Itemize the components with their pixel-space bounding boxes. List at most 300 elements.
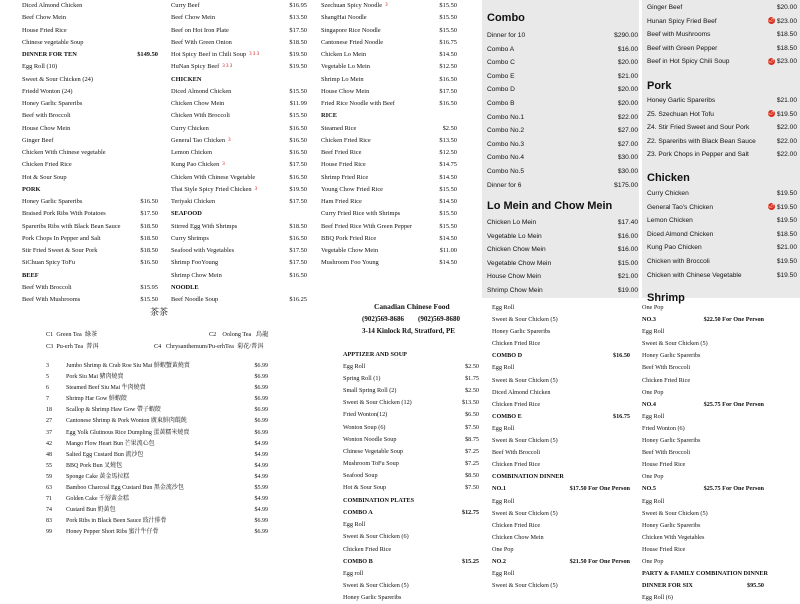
menu-item bbox=[343, 580, 479, 592]
item-name: Diced Almond Chicken bbox=[492, 388, 551, 396]
item-price: $16.75 bbox=[612, 412, 630, 420]
combo-menu-panel bbox=[482, 0, 639, 298]
menu-item bbox=[321, 123, 457, 135]
menu-heading bbox=[642, 483, 764, 495]
item-price: $16.00 bbox=[617, 232, 638, 240]
menu-item bbox=[171, 86, 307, 98]
menu-item bbox=[22, 25, 158, 37]
item-name: Sweet & Sour Chicken (24) bbox=[22, 75, 93, 83]
item-price: $8.75 bbox=[465, 435, 479, 443]
item-price: $22.50 For One Person bbox=[703, 316, 764, 324]
dimsum-item bbox=[46, 494, 268, 505]
item-price-wrap bbox=[777, 42, 797, 56]
item-price: $18.50 bbox=[140, 222, 158, 230]
item-price: $16.50 bbox=[289, 173, 307, 181]
dimsum-price: $6.99 bbox=[254, 518, 268, 525]
item-name: BEEF bbox=[22, 271, 39, 279]
item-name: Egg Roll bbox=[642, 412, 665, 420]
item-price-wrap bbox=[618, 216, 638, 230]
item-name: Beef Chow Mein bbox=[171, 14, 216, 22]
tea-code: C2 bbox=[209, 331, 217, 338]
item-price: $19.50 bbox=[289, 63, 307, 71]
item-price: $15.50 bbox=[439, 222, 457, 230]
item-name: Combo A bbox=[487, 45, 515, 53]
item-name: House Fried Rice bbox=[321, 161, 366, 169]
item-name: One Pop bbox=[642, 557, 664, 565]
item-price: $12.75 bbox=[461, 509, 479, 517]
menu-item bbox=[171, 25, 307, 37]
tea-item-c3 bbox=[46, 341, 99, 350]
item-price-wrap bbox=[768, 201, 797, 215]
item-name: Honey Garlic Spareribs bbox=[642, 437, 701, 445]
item-name: Spring Roll (1) bbox=[343, 375, 381, 383]
dimsum-price: $4.99 bbox=[254, 496, 268, 503]
item-name: Vegetable Chow Mein bbox=[487, 259, 552, 267]
menu-item bbox=[22, 74, 158, 86]
item-name: Chicken Fried Rice bbox=[321, 136, 371, 144]
item-name: Diced Almond Chicken bbox=[171, 87, 232, 95]
menu-item bbox=[492, 362, 630, 374]
item-price: $14.50 bbox=[439, 259, 457, 267]
item-name: Egg Roll bbox=[642, 497, 665, 505]
item-name: Shrimp Fried Rice bbox=[321, 173, 369, 181]
dimsum-name: Pork Siu Mai 豬肉燒賣 bbox=[66, 374, 124, 381]
item-name: One Pop bbox=[642, 304, 664, 311]
item-name: Sweet & Sour Chicken (5) bbox=[642, 340, 708, 348]
spicy-marker-icon: 3 bbox=[385, 3, 388, 8]
menu-heading bbox=[492, 471, 630, 483]
item-name: COMBO A bbox=[343, 509, 373, 517]
item-price: $16.50 bbox=[140, 259, 158, 267]
menu-item bbox=[321, 135, 457, 147]
dimsum-item bbox=[46, 383, 268, 394]
tea-item-c2 bbox=[209, 329, 268, 338]
dimsum-price: $6.99 bbox=[254, 396, 268, 403]
item-price: $17.40 bbox=[617, 219, 638, 226]
item-name: One Pop bbox=[642, 473, 664, 481]
item-name: Chicken Fried Rice bbox=[492, 461, 541, 469]
item-price-wrap bbox=[777, 187, 797, 201]
menu-heading bbox=[642, 580, 764, 592]
menu-heading bbox=[22, 49, 158, 61]
menu-item bbox=[22, 245, 158, 257]
item-name: Vegetable Lo Mein bbox=[487, 232, 542, 240]
menu-item bbox=[487, 151, 638, 165]
item-name: COMBO B bbox=[343, 557, 373, 565]
item-name: House Fried Rice bbox=[22, 26, 67, 34]
dimsum-price: $4.99 bbox=[254, 440, 268, 447]
menu-item bbox=[642, 338, 764, 350]
item-name: Hot & Sour Soup bbox=[22, 173, 67, 181]
item-price: $95.50 bbox=[746, 582, 764, 590]
item-price: $15.50 bbox=[439, 185, 457, 193]
item-price: $8.50 bbox=[465, 471, 479, 479]
item-price-wrap bbox=[618, 124, 638, 138]
menu-item bbox=[22, 12, 158, 24]
item-name: NOODLE bbox=[171, 283, 199, 291]
menu-item bbox=[22, 221, 158, 233]
item-name: Chicken Fried Rice bbox=[492, 340, 541, 348]
lomein-list bbox=[487, 216, 638, 298]
menu-item bbox=[487, 138, 638, 152]
item-name: Chicken Chow Mein bbox=[492, 533, 544, 541]
tea-cn: 烏龍 bbox=[255, 331, 269, 338]
item-name: DINNER FOR TEN bbox=[22, 51, 77, 58]
beef-list bbox=[647, 1, 797, 69]
menu-heading bbox=[171, 282, 307, 294]
item-price: $17.50 bbox=[289, 161, 307, 169]
menu-item bbox=[642, 496, 764, 508]
item-name: Sweet & Sour Chicken (6) bbox=[343, 533, 409, 541]
item-price: $2.50 bbox=[465, 363, 479, 371]
item-price-wrap bbox=[777, 255, 797, 269]
menu-item bbox=[343, 531, 479, 543]
menu-item bbox=[343, 568, 479, 580]
item-price: $16.50 bbox=[612, 352, 630, 360]
dimsum-item bbox=[46, 505, 268, 516]
menu-heading bbox=[171, 208, 307, 220]
item-name: Curry Chicken bbox=[647, 190, 689, 197]
item-name: NO.5 bbox=[642, 485, 656, 493]
item-name: Thai Style Spicy Fried Chicken bbox=[171, 185, 252, 193]
menu-item bbox=[343, 482, 479, 494]
tea-name: Pu-erh Tea bbox=[56, 343, 84, 350]
item-name: Combo C bbox=[487, 59, 515, 67]
item-price: $7.50 bbox=[465, 423, 479, 431]
menu-heading bbox=[642, 314, 764, 326]
combo-list bbox=[487, 29, 638, 192]
item-price: $6.50 bbox=[465, 411, 479, 419]
dimsum-num: 3 bbox=[46, 363, 49, 369]
item-price: $15.50 bbox=[289, 87, 307, 95]
menu-heading bbox=[171, 74, 307, 86]
item-name: Combo D bbox=[487, 86, 515, 94]
menu-item bbox=[321, 257, 457, 269]
pork-list bbox=[647, 94, 797, 162]
dimsum-num: 59 bbox=[46, 473, 52, 480]
tea-cn: 普洱 bbox=[86, 343, 99, 350]
tea-code: C3 bbox=[46, 343, 54, 350]
menu-item bbox=[647, 269, 797, 283]
item-name: Beef With Mushrooms bbox=[22, 296, 81, 303]
menu-item bbox=[642, 520, 764, 532]
item-name: Chicken Fried Rice bbox=[492, 400, 541, 408]
chicken-list bbox=[647, 187, 797, 282]
item-name: Sweet & Sour Chicken (5) bbox=[492, 376, 558, 384]
menu-item bbox=[492, 399, 630, 411]
menu-item bbox=[487, 70, 638, 84]
item-price: $15.50 bbox=[439, 2, 457, 9]
menu-item bbox=[171, 110, 307, 122]
item-price: $22.00 bbox=[776, 151, 797, 159]
item-price: $16.50 bbox=[289, 124, 307, 132]
menu-item bbox=[647, 241, 797, 255]
menu-item bbox=[492, 423, 630, 435]
menu-item bbox=[343, 373, 479, 385]
item-price: $13.50 bbox=[289, 14, 307, 22]
menu-item bbox=[171, 61, 307, 73]
item-name: Egg Roll bbox=[492, 497, 515, 505]
menu-item bbox=[487, 97, 638, 111]
combo-plates-title: COMBINATION PLATES bbox=[343, 497, 415, 505]
menu-item bbox=[642, 532, 764, 544]
item-price-wrap bbox=[618, 257, 638, 271]
item-name: Chicken Chow Mein bbox=[171, 100, 225, 107]
item-price-wrap bbox=[618, 270, 638, 284]
dimsum-item bbox=[46, 516, 268, 527]
menu-item bbox=[642, 326, 764, 338]
menu-item bbox=[22, 110, 158, 122]
item-name: Beef with Mushrooms bbox=[647, 31, 711, 39]
menu-item bbox=[492, 580, 630, 592]
item-name: SiChuan Spicy ToFu bbox=[22, 259, 76, 267]
menu-heading bbox=[642, 568, 768, 580]
dimsum-name: Mango Flow Heart Bun 芒果流心包 bbox=[66, 440, 155, 447]
menu-item bbox=[647, 94, 797, 108]
item-price-wrap bbox=[618, 43, 638, 57]
item-name: Kung Pao Chicken bbox=[171, 161, 220, 169]
chicken-title: Chicken bbox=[647, 172, 690, 184]
item-name: House Chow Mein bbox=[22, 124, 71, 132]
menu-heading bbox=[492, 483, 630, 495]
item-price: $19.00 bbox=[617, 286, 638, 294]
dimsum-price: $5.99 bbox=[254, 485, 268, 492]
item-price: $14.75 bbox=[439, 161, 457, 169]
menu-heading bbox=[343, 507, 479, 519]
item-price: $21.00 bbox=[776, 97, 797, 104]
menu-item bbox=[22, 233, 158, 245]
item-name: Sweet & Sour Chicken (5) bbox=[343, 581, 409, 589]
item-name: HuNan Spicy Beef bbox=[171, 63, 220, 71]
item-price: $17.50 bbox=[439, 87, 457, 95]
dimsum-price: $4.99 bbox=[254, 473, 268, 480]
item-price-wrap bbox=[777, 214, 797, 228]
item-name: One Pop bbox=[492, 545, 514, 553]
tea-cn: 綠茶 bbox=[84, 331, 98, 338]
dimsum-price: $4.99 bbox=[254, 451, 268, 458]
menu-item bbox=[22, 196, 158, 208]
dimsum-num: 6 bbox=[46, 385, 49, 392]
hot-pepper-icon: 🌶 bbox=[768, 203, 775, 210]
item-name: Chicken Chow Mein bbox=[487, 246, 546, 254]
menu-item bbox=[171, 270, 307, 282]
menu-item bbox=[487, 243, 638, 257]
menu-item bbox=[647, 28, 797, 42]
item-price: $30.00 bbox=[617, 154, 638, 162]
menu-item bbox=[647, 214, 797, 228]
menu-item bbox=[492, 314, 630, 326]
dimsum-num: 18 bbox=[46, 407, 52, 414]
dimsum-price: $6.99 bbox=[254, 418, 268, 425]
menu-heading bbox=[642, 399, 764, 411]
item-name: Beef With Broccoli bbox=[22, 283, 72, 291]
menu-heading bbox=[22, 184, 158, 196]
item-price: $23.00 bbox=[776, 58, 797, 66]
menu-item bbox=[321, 12, 457, 24]
item-name: Honey Garlic Spareribs bbox=[22, 198, 83, 205]
menu-item bbox=[492, 568, 630, 580]
menu-item bbox=[22, 159, 158, 171]
item-price: $17.50 bbox=[140, 210, 158, 218]
item-price-wrap bbox=[618, 97, 638, 111]
item-name: Lemon Chicken bbox=[171, 149, 212, 156]
item-name: General Tao Chicken bbox=[171, 136, 226, 144]
tea-header: 茶茶 bbox=[150, 307, 169, 317]
item-price: $149.50 bbox=[137, 51, 158, 58]
item-name: Egg Roll bbox=[492, 364, 515, 372]
item-name: Z4. Stir Fried Sweet and Sour Pork bbox=[647, 124, 750, 132]
menu-item bbox=[642, 471, 764, 483]
dimsum-item bbox=[46, 416, 268, 427]
menu-item bbox=[487, 124, 638, 138]
menu-item bbox=[487, 179, 638, 193]
item-name: General Tao's Chicken bbox=[647, 203, 714, 211]
menu-item bbox=[487, 56, 638, 70]
menu-item bbox=[492, 520, 630, 532]
dimsum-item bbox=[46, 450, 268, 461]
item-price-wrap bbox=[777, 148, 797, 162]
menu-item bbox=[343, 385, 479, 397]
menu-item bbox=[647, 228, 797, 242]
menu-item bbox=[647, 15, 797, 29]
item-price: $30.00 bbox=[617, 167, 638, 175]
menu-item bbox=[487, 216, 638, 230]
item-price: $20.00 bbox=[617, 86, 638, 94]
menu-item bbox=[22, 98, 158, 110]
menu-item bbox=[321, 49, 457, 61]
item-price-wrap bbox=[768, 108, 797, 122]
menu-heading bbox=[492, 411, 630, 423]
menu-heading bbox=[492, 350, 630, 362]
item-name: Ham Fried Rice bbox=[321, 198, 362, 205]
item-price: $20.00 bbox=[617, 99, 638, 107]
item-price: $2.50 bbox=[442, 124, 457, 132]
menu-item bbox=[171, 196, 307, 208]
menu-item bbox=[492, 387, 630, 399]
item-name: Chicken Lo Mein bbox=[487, 219, 537, 226]
menu-item bbox=[321, 37, 457, 49]
item-price: $18.50 bbox=[140, 234, 158, 242]
item-name: Curry Shrimps bbox=[171, 234, 209, 242]
menu-item bbox=[642, 556, 764, 568]
menu-item bbox=[492, 375, 630, 387]
item-name: Honey Garlic Spareribs bbox=[492, 328, 551, 336]
item-price-wrap bbox=[618, 284, 638, 298]
dimsum-item bbox=[46, 428, 268, 439]
menu-item bbox=[321, 233, 457, 245]
item-name: Honey Garlic Spareribs bbox=[343, 593, 402, 601]
dimsum-name: Cantonese Shrimp & Pork Wonton 廣東鮮肉餛飩 bbox=[66, 418, 187, 425]
item-name: Curry Fried Rice with Shrimps bbox=[321, 210, 401, 218]
item-name: Chicken With Chinese vegetable bbox=[22, 149, 106, 156]
menu-item bbox=[647, 187, 797, 201]
dimsum-name: Salted Egg Custard Bun 流沙包 bbox=[66, 451, 144, 458]
item-name: Beef in Hot Spicy Chili Soup bbox=[647, 58, 730, 66]
item-price: $16.50 bbox=[140, 198, 158, 205]
item-price: $22.00 bbox=[617, 113, 638, 121]
item-price: $16.50 bbox=[439, 75, 457, 83]
menu-item bbox=[642, 387, 764, 399]
item-name: Spareribs Ribs with Black Bean Sauce bbox=[22, 222, 121, 230]
item-name: Szechuan Spicy Noodle bbox=[321, 2, 383, 9]
menu-item bbox=[642, 447, 764, 459]
menu-item bbox=[343, 519, 479, 531]
menu-item bbox=[171, 0, 307, 12]
item-price: $12.50 bbox=[439, 63, 457, 71]
item-price-wrap bbox=[614, 179, 638, 193]
menu-item bbox=[22, 61, 158, 73]
item-name: DINNER FOR SIX bbox=[642, 582, 693, 590]
item-price: $11.00 bbox=[439, 247, 457, 254]
item-name: Honey Garlic Spareribs bbox=[642, 521, 701, 529]
item-price: $7.25 bbox=[465, 459, 479, 467]
item-price: $15.95 bbox=[140, 283, 158, 291]
item-price: $16.75 bbox=[439, 38, 457, 46]
item-price: $14.50 bbox=[439, 173, 457, 181]
combo-title: Combo bbox=[487, 12, 525, 24]
item-name: Chicken With Vegetables bbox=[642, 533, 705, 541]
item-name: Chicken Fried Rice bbox=[642, 376, 691, 384]
menu-item bbox=[492, 447, 630, 459]
dimsum-price: $4.99 bbox=[254, 507, 268, 514]
item-name: Pork Chops In Pepper and Salt bbox=[22, 234, 101, 242]
item-name: Ginger Beef bbox=[647, 4, 683, 11]
item-price: $18.50 bbox=[776, 31, 797, 39]
menu-item bbox=[647, 255, 797, 269]
item-price: $18.50 bbox=[289, 222, 307, 230]
dimsum-name: Bamboo Charcoal Egg Custard Bun 黑金流沙包 bbox=[66, 485, 184, 492]
appetizer-title: APPTIZER AND SOUP bbox=[343, 351, 407, 358]
menu-item bbox=[321, 184, 457, 196]
item-name: Teriyaki Chicken bbox=[171, 198, 216, 205]
item-name: Egg Roll bbox=[492, 570, 515, 578]
item-name: COMBINATION DINNER bbox=[492, 473, 564, 481]
menu-item bbox=[22, 208, 158, 220]
item-name: BBQ Pork Fried Rice bbox=[321, 234, 377, 242]
item-name: Chinese vegetable Soup bbox=[22, 38, 84, 46]
dimsum-item bbox=[46, 361, 268, 372]
menu-item bbox=[171, 12, 307, 24]
item-name: COMBO E bbox=[492, 412, 522, 420]
menu-item bbox=[22, 294, 158, 306]
item-price: $17.50 bbox=[289, 247, 307, 254]
item-price-wrap bbox=[614, 29, 638, 43]
item-price-wrap bbox=[777, 1, 797, 15]
item-price: $25.75 For One Person bbox=[703, 485, 764, 493]
item-name: Combo No.3 bbox=[487, 140, 525, 148]
menu-item bbox=[647, 135, 797, 149]
item-price: $16.50 bbox=[439, 100, 457, 107]
item-name: Mushroom ToFu Soup bbox=[343, 459, 399, 467]
item-name: Chicken Fried Rice bbox=[22, 161, 72, 169]
spicy-marker-icon: 3 bbox=[222, 162, 225, 168]
item-name: Z5. Szechuan Hot Tofu bbox=[647, 110, 714, 118]
menu-item bbox=[487, 111, 638, 125]
menu-item bbox=[487, 29, 638, 43]
dimsum-num: 83 bbox=[46, 518, 52, 525]
item-name: Beef Fried Rice With Green Pepper bbox=[321, 222, 413, 230]
dimsum-name: Golden Cake 千層黃金糕 bbox=[66, 496, 129, 503]
item-name: Diced Almond Chicken bbox=[647, 230, 714, 238]
item-name: Sweet & Sour Chicken (5) bbox=[642, 509, 708, 517]
item-price: $16.50 bbox=[289, 149, 307, 156]
menu-item bbox=[642, 411, 764, 423]
item-price: $23.00 bbox=[776, 17, 797, 25]
tea-code: C1 bbox=[46, 331, 54, 338]
menu-item bbox=[492, 435, 630, 447]
item-name: Fried Rice Noodle with Beef bbox=[321, 100, 395, 107]
menu-heading bbox=[22, 270, 158, 282]
